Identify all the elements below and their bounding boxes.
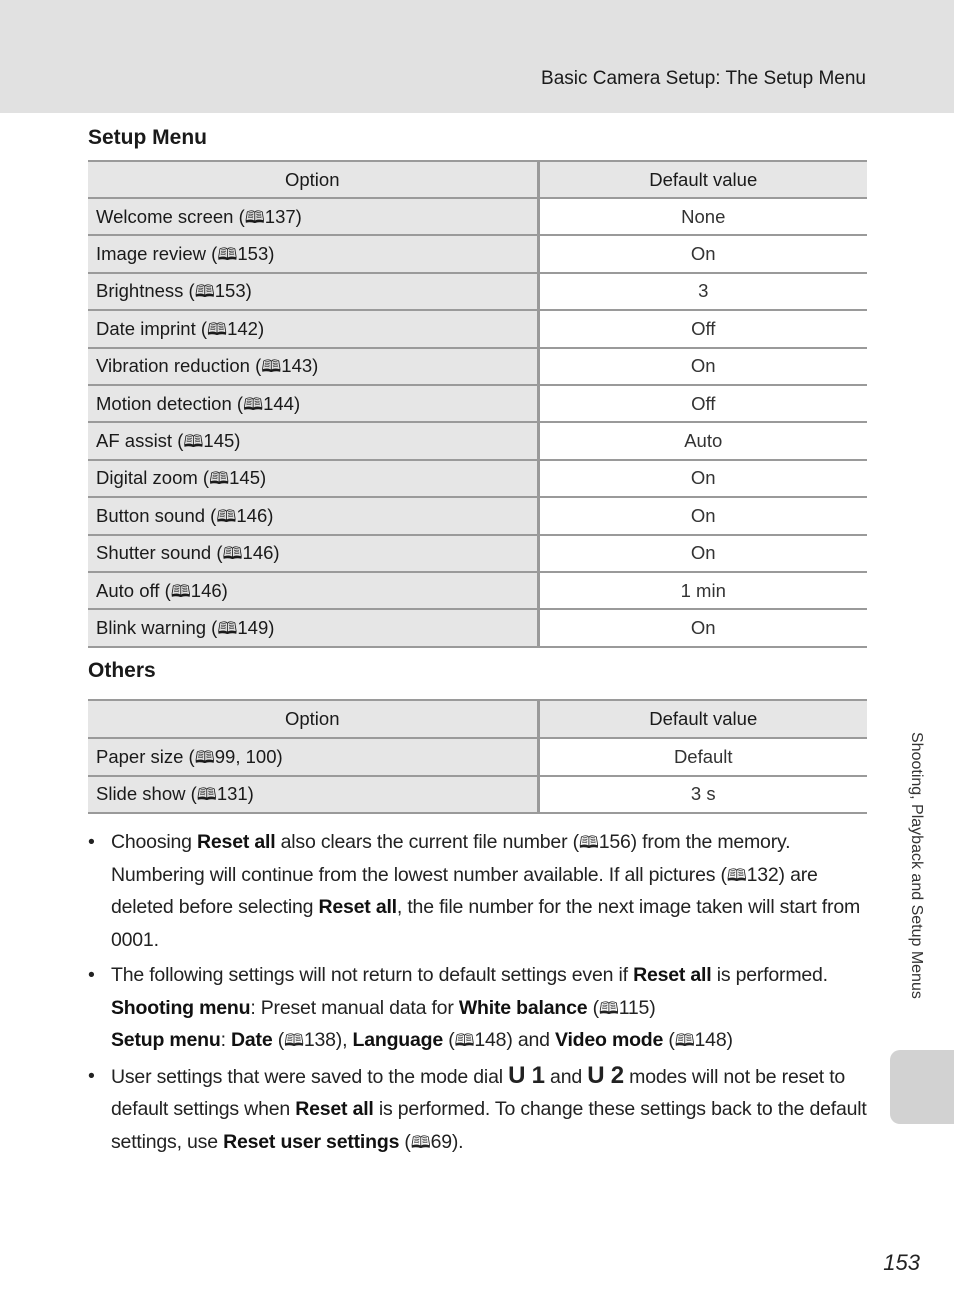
book-icon: 🕮 <box>244 207 265 228</box>
page-reference: 146) <box>242 542 280 564</box>
section-title-others: Others <box>88 659 156 682</box>
column-header-default: Default value <box>538 161 867 198</box>
default-value-cell: Off <box>538 310 867 347</box>
table-row <box>88 198 867 235</box>
default-value-cell: On <box>538 348 867 385</box>
page-reference: 153) <box>214 280 252 302</box>
user-setting-2-icon: U 2 <box>587 1061 624 1089</box>
book-icon: 🕮 <box>209 469 230 490</box>
table-row <box>88 497 867 534</box>
page-number: 153 <box>883 1250 920 1275</box>
option-cell <box>88 535 538 572</box>
table-row <box>88 460 867 497</box>
default-value-cell: Default <box>538 738 867 776</box>
option-label: Brightness ( <box>96 280 195 302</box>
page-reference: 153) <box>237 243 275 265</box>
table-row <box>88 273 867 310</box>
option-label: Shutter sound ( <box>96 542 223 564</box>
option-cell <box>88 310 538 347</box>
column-header-option: Option <box>88 700 538 738</box>
page-reference: 131) <box>216 783 254 805</box>
table-row <box>88 422 867 459</box>
default-value-cell: 1 min <box>538 572 867 609</box>
book-icon: 🕮 <box>261 357 282 378</box>
option-label: Image review ( <box>96 243 218 265</box>
default-value-cell: 3 <box>538 273 867 310</box>
page-reference: 146) <box>190 579 228 601</box>
book-icon: 🕮 <box>726 865 747 886</box>
book-icon: 🕮 <box>578 833 599 853</box>
option-label: Blink warning ( <box>96 616 218 638</box>
option-cell <box>88 235 538 272</box>
table-row <box>88 776 867 814</box>
bullet-dot: • <box>88 831 95 853</box>
book-icon: 🕮 <box>194 282 215 303</box>
option-cell <box>88 460 538 497</box>
table-row <box>88 310 867 347</box>
option-label: Vibration reduction ( <box>96 355 262 377</box>
option-label: Paper size ( <box>96 745 195 767</box>
book-icon: 🕮 <box>194 747 215 768</box>
book-icon: 🕮 <box>598 998 619 1019</box>
table-header-row <box>88 161 867 198</box>
table-row <box>88 572 867 609</box>
table-row <box>88 609 867 646</box>
note-item: • Choosing Reset all also clears the current file number (🕮156) from the memory. Numbering will continue from the lowest number available. If all pictures (🕮132) are deleted before selecting Reset all, the file number for the next image taken will start from 0001. <box>88 826 868 956</box>
note-item: • User settings that were saved to the mode dial U 1 and U 2 modes will not be reset to default settings when Reset all is performed. To change these settings back to the default settings, use Reset user settings (🕮69). <box>88 1061 867 1153</box>
page-reference: 137) <box>264 205 302 227</box>
section-side-label: Shooting, Playback and Setup Menus <box>908 732 925 999</box>
header-band <box>0 0 954 113</box>
option-cell <box>88 776 538 814</box>
option-cell <box>88 609 538 646</box>
option-cell <box>88 738 538 776</box>
table-row <box>88 738 867 776</box>
option-label: Date imprint ( <box>96 317 208 339</box>
book-icon: 🕮 <box>454 1031 475 1051</box>
book-icon: 🕮 <box>183 432 204 453</box>
table-row <box>88 535 867 572</box>
default-value-cell: 3 s <box>538 776 867 814</box>
page-reference: 142) <box>227 317 265 339</box>
running-header: Basic Camera Setup: The Setup Menu <box>541 68 866 89</box>
notes-list <box>88 826 868 1161</box>
table-row <box>88 348 867 385</box>
note-item: • The following settings will not return to default settings even if Reset all is performed. Shooting menu: Preset manual data for White balance (🕮115) Setup menu: Date (🕮138), Language (🕮148) and Video mode (🕮148) <box>88 959 868 1057</box>
book-icon: 🕮 <box>284 1031 304 1051</box>
default-value-cell: None <box>538 198 867 235</box>
setup-menu-table <box>88 160 867 648</box>
option-label: Auto off ( <box>96 579 171 601</box>
page-reference: 144) <box>263 392 301 414</box>
table-header-row <box>88 700 867 738</box>
section-title-setup-menu: Setup Menu <box>88 126 207 149</box>
option-cell <box>88 572 538 609</box>
book-icon: 🕮 <box>196 785 217 806</box>
option-cell <box>88 385 538 422</box>
option-label: Motion detection ( <box>96 392 244 414</box>
option-label: Button sound ( <box>96 504 217 526</box>
option-label: Slide show ( <box>96 783 197 805</box>
book-icon: 🕮 <box>216 506 237 527</box>
book-icon: 🕮 <box>217 618 238 639</box>
default-value-cell: On <box>538 535 867 572</box>
table-row <box>88 385 867 422</box>
book-icon: 🕮 <box>243 394 264 415</box>
book-icon: 🕮 <box>170 581 191 602</box>
option-label: AF assist ( <box>96 430 184 452</box>
book-icon: 🕮 <box>222 544 243 565</box>
page-reference: 143) <box>281 355 319 377</box>
bullet-dot: • <box>88 1064 95 1087</box>
book-icon: 🕮 <box>410 1132 431 1153</box>
option-cell <box>88 348 538 385</box>
default-value-cell: On <box>538 497 867 534</box>
page-reference: 99, 100) <box>214 745 283 767</box>
option-label: Digital zoom ( <box>96 467 210 489</box>
section-side-tab <box>890 1050 954 1124</box>
table-row <box>88 235 867 272</box>
page-reference: 145) <box>203 430 241 452</box>
bullet-dot: • <box>88 964 95 986</box>
default-value-cell: Off <box>538 385 867 422</box>
book-icon: 🕮 <box>207 319 228 340</box>
book-icon: 🕮 <box>674 1031 695 1051</box>
column-header-option: Option <box>88 161 538 198</box>
default-value-cell: On <box>538 609 867 646</box>
default-value-cell: Auto <box>538 422 867 459</box>
default-value-cell: On <box>538 460 867 497</box>
default-value-cell: On <box>538 235 867 272</box>
page-reference: 145) <box>229 467 267 489</box>
user-setting-1-icon: U 1 <box>508 1061 545 1089</box>
column-header-default: Default value <box>538 700 867 738</box>
option-cell <box>88 198 538 235</box>
book-icon: 🕮 <box>217 245 238 266</box>
option-label: Welcome screen ( <box>96 205 245 227</box>
option-cell <box>88 422 538 459</box>
page-reference: 149) <box>237 616 275 638</box>
page-reference: 146) <box>236 504 274 526</box>
others-table <box>88 699 867 814</box>
option-cell <box>88 273 538 310</box>
option-cell <box>88 497 538 534</box>
